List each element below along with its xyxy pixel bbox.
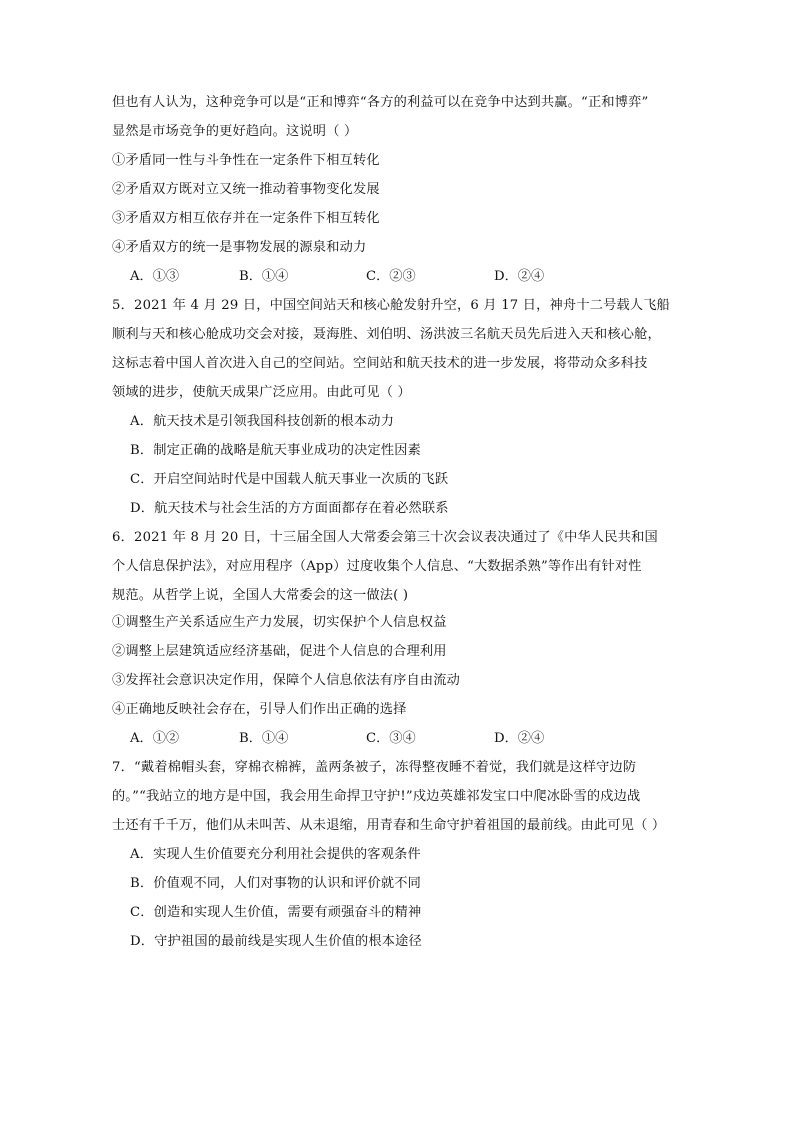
q5-stem-line-4: 领域的进步，使航天成果广泛应用。由此可见（ ） xyxy=(112,385,411,400)
q4-choice-a: A．①③ xyxy=(130,269,180,284)
q7-stem-line-3: 士还有千千万，他们从未叫苦、从未退缩，用青春和生命守护着祖国的最前线。由此可见（ ） xyxy=(112,818,666,833)
q4-choice-c: C．②③ xyxy=(366,269,416,284)
q6-stem-line-3: 规范。从哲学上说，全国人大常委会的这一做法( ) xyxy=(112,588,409,603)
q6-choice-d: D．②④ xyxy=(494,731,545,746)
q4-choice-b: B．①④ xyxy=(239,269,289,284)
q6-stem-line-2: 个人信息保护法》，对应用程序（App）过度收集个人信息、“大数据杀熟”等作出有针对性 xyxy=(112,559,642,574)
q7-option-b: B．价值观不同，人们对事物的认识和评价就不同 xyxy=(130,876,422,891)
q6-choice-b: B．①④ xyxy=(239,731,289,746)
q6-stem-line-1: 6．2021 年 8 月 20 日，十三届全国人大常委会第三十次会议表决通过了《中华人民共和国 xyxy=(112,530,658,545)
q6-item-2: ②调整上层建筑适应经济基础，促进个人信息的合理利用 xyxy=(112,644,447,659)
q5-option-b: B．制定正确的战略是航天事业成功的决定性因素 xyxy=(130,443,422,458)
q6-item-3: ③发挥社会意识决定作用，保障个人信息依法有序自由流动 xyxy=(112,673,461,688)
q6-choice-c: C．③④ xyxy=(366,731,416,746)
q5-stem-line-3: 这标志着中国人首次进入自己的空间站。空间站和航天技术的进一步发展，将带动众多科技 xyxy=(112,356,648,371)
q7-option-d: D．守护祖国的最前线是实现人生价值的根本途径 xyxy=(130,934,422,949)
q7-option-c: C．创造和实现人生价值，需要有顽强奋斗的精神 xyxy=(130,905,422,920)
q4-stem-line-1: 但也有人认为，这种竞争可以是“正和博弈“各方的利益可以在竞争中达到共赢。“正和博弈” xyxy=(112,95,649,110)
q7-stem-line-1: 7．“戴着棉帽头套，穿棉衣棉裤，盖两条被子，冻得整夜睡不着觉，我们就是这样守边防 xyxy=(112,760,637,775)
q4-item-2: ②矛盾双方既对立又统一推动着事物变化发展 xyxy=(112,182,380,197)
q6-item-4: ④正确地反映社会存在，引导人们作出正确的选择 xyxy=(112,702,407,717)
q6-item-1: ①调整生产关系适应生产力发展，切实保护个人信息权益 xyxy=(112,615,447,630)
q4-stem-line-2: 显然是市场竞争的更好趋向。这说明（ ） xyxy=(112,124,358,139)
q4-item-1: ①矛盾同一性与斗争性在一定条件下相互转化 xyxy=(112,153,380,168)
q6-choice-a: A．①② xyxy=(130,731,180,746)
q5-option-d: D．航天技术与社会生活的方方面面都存在着必然联系 xyxy=(130,501,449,516)
q5-stem-line-2: 顺利与天和核心舱成功交会对接，聂海胜、刘伯明、汤洪波三名航天员先后进入天和核心舱， xyxy=(112,327,661,342)
q5-option-a: A．航天技术是引领我国科技创新的根本动力 xyxy=(130,414,395,429)
q5-stem-line-1: 5．2021 年 4 月 29 日，中国空间站天和核心舱发射升空，6 月 17 日，神舟十二号载人飞船 xyxy=(112,298,671,313)
q4-choice-d: D．②④ xyxy=(494,269,545,284)
q4-item-4: ④矛盾双方的统一是事物发展的源泉和动力 xyxy=(112,240,367,255)
q4-item-3: ③矛盾双方相互依存并在一定条件下相互转化 xyxy=(112,211,380,226)
q7-option-a: A．实现人生价值要充分利用社会提供的客观条件 xyxy=(130,847,421,862)
q7-stem-line-2: 的。”“我站立的地方是中国，我会用生命捍卫守护!”戍边英雄祁发宝口中爬冰卧雪的戍边战 xyxy=(112,789,641,804)
q5-option-c: C．开启空间站时代是中国载人航天事业一次质的飞跃 xyxy=(130,472,449,487)
